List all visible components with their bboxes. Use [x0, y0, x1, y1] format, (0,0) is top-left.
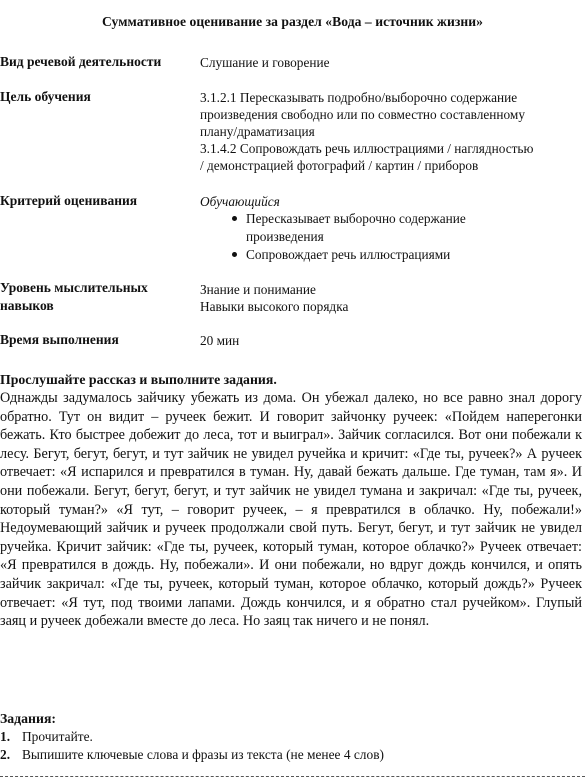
tasks-heading: Задания: — [0, 711, 57, 726]
level-label: Уровень мыслительных навыков — [0, 280, 148, 313]
bullet-icon — [232, 252, 237, 257]
activity-label: Вид речевой деятельности — [0, 54, 162, 69]
time-label: Время выполнения — [0, 332, 119, 347]
task-text: Выпишите ключевые слова и фразы из текста (не менее 4 слов) — [22, 747, 384, 762]
goal-line: 3.1.4.2 Сопровождать речь иллюстрациями / наглядностью — [200, 141, 534, 156]
answer-line — [0, 776, 585, 777]
task-number: 2. — [0, 747, 11, 762]
level-values — [200, 281, 584, 315]
goal-line: / демонстрацией фотографий / картин / приборов — [200, 158, 479, 173]
goal-line: плану/драматизация — [200, 124, 315, 139]
criteria-bullet-line: Сопровождает речь иллюстрациями — [246, 247, 451, 262]
task-text: Прочитайте. — [22, 729, 93, 744]
level-value: Навыки высокого порядка — [200, 299, 349, 314]
criteria-bullet-line: Пересказывает выборочно содержание — [246, 211, 466, 226]
criteria-bullet-line: произведения — [246, 228, 324, 244]
goal-label: Цель обучения — [0, 89, 91, 104]
page-title: Суммативное оценивание за раздел «Вода – источник жизни» — [102, 14, 483, 29]
goal-line: 3.1.2.1 Пересказывать подробно/выборочно содержание — [200, 90, 518, 105]
instruction-heading: Прослушайте рассказ и выполните задания. — [0, 372, 277, 387]
task-item — [0, 729, 93, 745]
time-value: 20 мин — [200, 333, 240, 348]
story-text: Однажды задумалось зайчику убежать из дома. Он убежал далеко, но все равно знал дорогу обратно. Тут он видит – ручеек бежит. И говорит зайчонку ручеек: «Пойдем наперегонки бежать. Кто быстрее добежит до леса, тот и выиграл». Зайчик согласился. Вот они побежали к лесу. Бегут, бегут, бегут, и тут зайчик не увидел ручейка и кричит: «Где ты, ручеек?» А ручеек отвечает: «Я испарился и превратился в туман. Ну, давай бежать дальше. Где туман, там я». И они побежали. Бегут, бегут, бегут, и тут зайчик не увидел тумана и закричал: «Где ты, ручеек, который туман?» «Я тут, – говорит ручеек, – я превратился в облачко. Ну, побежали!» Недоумевающий зайчик и ручеек продолжали свой путь. Бегут, бегут, и тут зайчик не увидел ручейка. Кричит зайчик: «Где ты, ручеек, который туман, которое облачко?» Ручеек отвечает: «Я превратился в дождь. Ну, побежали». И они побежали, но вдруг дождь кончился, и опять зайчик закричал: «Где ты, ручеек, который туман, которое облачко, который дождь?» Ручеек отвечает: «Я тут, под твоими лапами. Дождь кончился, и я обратно стал ручейком». Глупый заяц и ручеек добежали вместе до леса. Но заяц так ничего и не понял. — [0, 390, 582, 630]
task-item — [0, 747, 384, 763]
activity-value: Слушание и говорение — [200, 55, 330, 70]
level-value: Знание и понимание — [200, 282, 316, 297]
bullet-icon — [232, 216, 237, 221]
criteria-label: Критерий оценивания — [0, 193, 138, 208]
goal-text — [200, 89, 584, 174]
goal-line: произведения свободно или по совместно составленному — [200, 107, 525, 122]
criteria-intro: Обучающийся — [200, 194, 280, 209]
task-number: 1. — [0, 729, 11, 744]
